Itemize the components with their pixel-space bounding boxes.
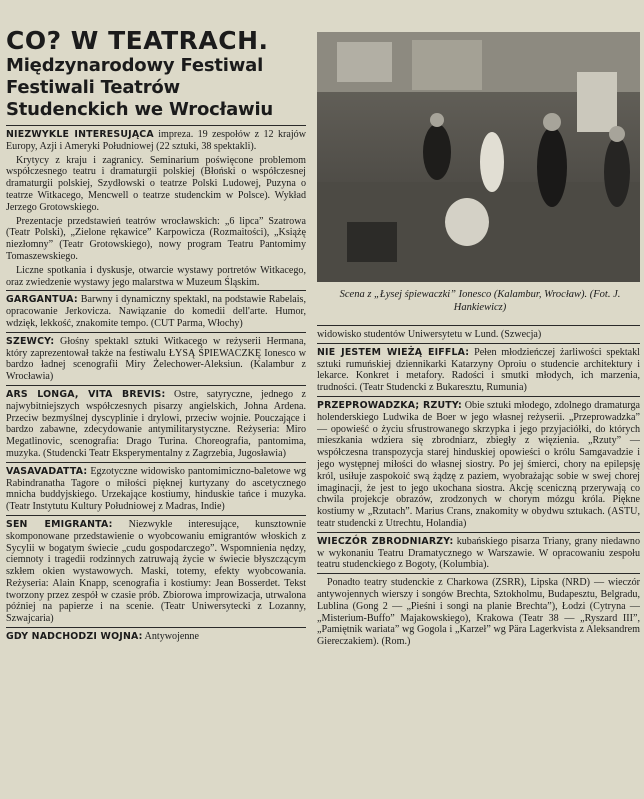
left-column xyxy=(6,30,306,796)
entry-title: SEN EMIGRANTA: xyxy=(6,518,113,530)
article-paragraph xyxy=(6,466,306,513)
entry-title: GARGANTUA: xyxy=(6,294,78,306)
entry-text: Niezwykle interesujące, kunsztownie skomponowane przedstawienie o wyobcowaniu emigrantów włoskich z Sycylii w bogatym świecie „cudu gospodarczego”. Wspomnienia nędzy, ciemnoty i tragedii rodzinnych zatruwają życie w świecie błyszczącym szkłem okien wystawowych. Maski, totemy, efekty wyobcowania. Reżyseria: Alain Knapp, scenografia i kostiumy: Jean Bosserdet. Tekst tworzony przez zespół w czasie prób. Zbiorowa improwizacja, utrwalona później na papierze i na scenie. (Teatr Uniwersytecki z Lozanny, Szwajcaria) xyxy=(6,518,306,625)
article-paragraph xyxy=(317,329,640,341)
divider xyxy=(6,385,306,386)
headline-lead: CO? W TEATRACH. xyxy=(6,30,269,55)
article-paragraph xyxy=(317,536,640,571)
entries-section xyxy=(6,294,306,643)
divider xyxy=(6,332,306,333)
entry-text: Pełen młodzieńczej żarliwości spektakl sztuki rumuńskiej dziennikarki Katarzyny Oproiu o studencie architektury i lekarce. Konkret i metafory. Radości i smutki młodych, ich marzenia, trudności. (Teatr Studencki z Bukaresztu, Rumunia) xyxy=(317,346,640,394)
entry-text: widowisko studentów Uniwersytetu w Lund. (Szwecja) xyxy=(317,329,542,340)
article-paragraph xyxy=(6,294,306,329)
divider xyxy=(6,462,306,463)
article-paragraph xyxy=(6,155,306,214)
entry-text: Barwny i dynamiczny spektakl, na podstawie Rabelais, opracowanie Jerkovicza. Nawiązanie do komedii dell'arte. Humor, wdzięk, lekkość, znakomite tempo. (CUT Parma, Włochy) xyxy=(6,294,306,329)
entry-text: Ostre, satyryczne, jednego z najwybitniejszych współczesnych pisarzy angielskich, Johna Ardena. Przeciw bezmyślnej dyscyplinie i drylowi, przeciw wojnie. Pouczające i bardzo zabawne, zdecydowanie antymilitarystyczne. Reżyseria: Miro Megatlinovic, scenografia: Drago Turina. Choreografia, pantomima, muzyka. (Studencki Teatr Eksperymentalny z Zagrzebia, Jugosławia) xyxy=(6,388,306,459)
entry-title: NIE JESTEM WIEŻĄ EIFFLA: xyxy=(317,346,470,358)
divider xyxy=(317,396,640,397)
article-paragraph xyxy=(6,129,306,153)
entry-text: kubańskiego pisarza Triany, grany niedawno w wykonaniu Teatru Dramatycznego w Warszawie. W opracowaniu zespołu teatru studenckiego z Bogoty, (Kolumbia). xyxy=(317,535,640,571)
entry-text: Antywojenne xyxy=(142,631,199,643)
article-paragraph xyxy=(6,265,306,289)
entry-text: Obie sztuki młodego, zdolnego dramaturga holenderskiego Ludwika de Boer w jego własnej reżyserii. „Przeprowadzka” — opowieść o życiu sfrustrowanego skrzypka i jego przyjaciółki, do których mieszkania wdziera się zbrodniarz, zbiegły z więzienia. „Rzuty” — współczesna transpozycja starej hinduskiej opowieści o królu Samgavadzie i jego występnej miłości do własnej siostry. Po jej śmierci, chory na epilepsję król, usiłuje zaspokoić swą żądzę z paziem, wyobrażając sobie w swej chorej imaginacji, że jest to jego ukochana siostra. Akcję sceniczną przerywają co chwila projekcje obrazów, zrodzonych w chorym mózgu króla. Piękne kostiumy w „Rzutach”. Marius Crans, znakomity w obydwu sztukach. (ASTU, teatr studencki z Utrechtu, Holandia) xyxy=(317,399,640,529)
right-entries xyxy=(317,329,640,648)
article-paragraph xyxy=(6,336,306,383)
intro-section xyxy=(6,129,306,291)
entry-text: Głośny spektakl sztuki Witkacego w reżyserii Hermana, który zaprezentował także na festiwalu ŁYSĄ ŚPIEWACZKĘ Ionesco w bardzo ładnej scenografii Miry Żelechower-Aleksiun. (Kalambur z Wrocławia) xyxy=(6,335,306,383)
divider xyxy=(6,627,306,628)
divider xyxy=(6,515,306,516)
divider xyxy=(317,343,640,344)
article-paragraph xyxy=(6,216,306,263)
right-column xyxy=(317,323,640,797)
divider xyxy=(6,125,306,126)
entry-text: impreza. 19 zespołów z 12 krajów Europy, Azji i Ameryki Południowej (22 sztuki, 38 spektakli). xyxy=(6,129,306,152)
entry-text: Ponadto teatry studenckie z Charkowa (ZSRR), Lipska (NRD) — wieczór antywojennych wierszy i songów Brechta, Sztokholmu, Budapesztu, Belgradu, Lublina (Gong 2 — „Pieśni i songi na planie Brechta”), Łodzi (Cytryna — „Misterium-Buffo” Majakowskiego), Krakowa (Teatr 38 — „Ryszard III”, „Pamiętnik wariata” wg Gogola i „Karzeł” wg Pära Lagerkvista z Aleksandrem Giereczakiem). (Rom.) xyxy=(317,577,640,648)
entry-title: NIEZWYKLE INTERESUJĄCA xyxy=(6,129,154,140)
headline-rest: Międzynarodowy Festiwal Festiwali Teatrów Studenckich we Wrocławiu xyxy=(6,55,274,120)
article-paragraph xyxy=(6,631,306,643)
entry-text: Liczne spotkania i dyskusje, otwarcie wystawy portretów Witkacego, oraz zwiedzenie wystawy jego malarstwa w Muzeum Śląskim. xyxy=(6,264,306,288)
entry-text: Krytycy z kraju i zagranicy. Seminarium poświęcone problemom współczesnego teatru i dramaturgii polskiej (Błoński o współczesnej dramaturgii polskiej, Szydłowski o teatrze Polski Ludowej, Puzyna o teatrze Witkacego, Mencwell o teatrze studenckim w Polsce). Wykład Jerzego Grotowskiego. xyxy=(6,154,306,213)
article-paragraph xyxy=(317,347,640,394)
headline xyxy=(6,30,306,121)
divider xyxy=(317,532,640,533)
article-paragraph xyxy=(6,389,306,460)
divider xyxy=(317,325,640,326)
article-paragraph xyxy=(6,519,306,625)
article-paragraph xyxy=(317,400,640,530)
entry-title: ARS LONGA, VITA BREVIS: xyxy=(6,388,166,400)
entry-title: PRZEPROWADZKA; RZUTY: xyxy=(317,399,462,411)
entry-title: GDY NADCHODZI WOJNA: xyxy=(6,631,143,643)
entry-text: Egzotyczne widowisko pantomimiczno-baletowe wg Rabindranatha Tagore o miłości pięknej kurtyzany do ascetycznego mnicha buddyjskiego. Urzekające kostiumy, hinduskie tańce i muzyka. (Teatr Instytutu Kultury Południowej z Madras, Indie) xyxy=(6,465,306,513)
entry-title: WIECZÓR ZBRODNIARZY: xyxy=(317,535,454,547)
stage-photo-image xyxy=(317,32,640,282)
stage-photo xyxy=(317,32,640,282)
entry-text: Prezentacje przedstawień teatrów wrocławskich: „6 lipca” Szatrowa (Teatr Polski), „Zielone rękawice” Karpowicza (Rozmaitości), „Książę niezłomny” (Teatr Grotowskiego), nowy program Teatru Pantomimy Tomaszewskiego. xyxy=(6,215,306,262)
entry-title: SZEWCY: xyxy=(6,335,55,347)
article-paragraph xyxy=(317,577,640,648)
entry-title: VASAVADATTA: xyxy=(6,465,88,477)
photo-caption: Scena z „Łysej śpiewaczki” Ionesco (Kalambur, Wrocław). (Fot. J. Hankiewicz) xyxy=(339,289,621,313)
divider xyxy=(317,573,640,574)
